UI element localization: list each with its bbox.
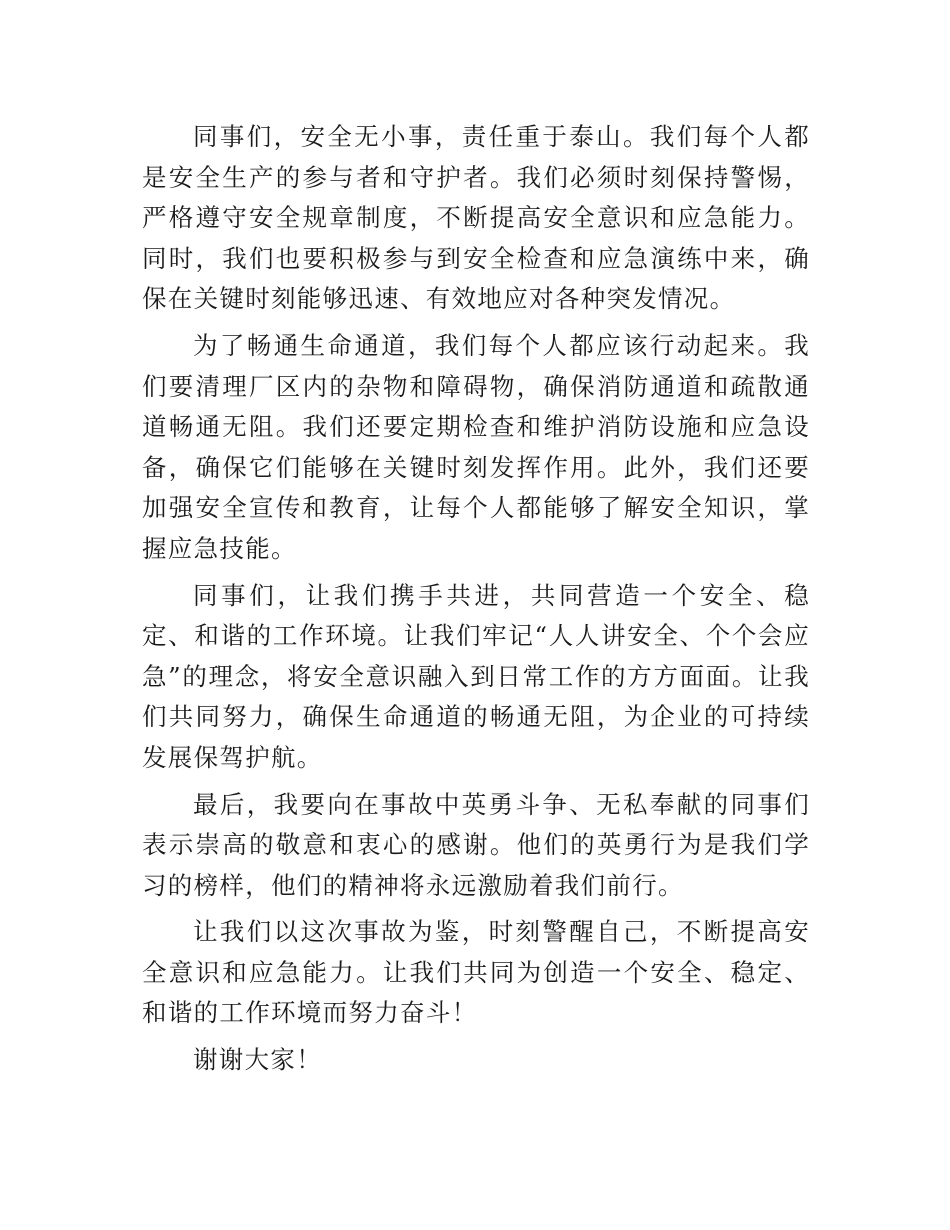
paragraph-clear-life-channels: 为了畅通生命通道，我们每个人都应该行动起来。我们要清理厂区内的杂物和障碍物，确保消防通道和疏散通道畅通无阻。我们还要定期检查和维护消防设施和应急设备，确保它们能够在关键时刻发挥作用。此外，我们还要加强安全宣传和教育，让每个人都能够了解安全知识，掌握应急技能。 [142, 330, 810, 563]
paragraph-lesson-learned: 让我们以这次事故为鉴，时刻警醒自己，不断提高安全意识和应急能力。让我们共同为创造一个安全、稳定、和谐的工作环境而努力奋斗！ [142, 917, 810, 1028]
document-body [142, 117, 810, 1087]
paragraph-gratitude: 最后，我要向在事故中英勇斗争、无私奉献的同事们表示崇高的敬意和衷心的感谢。他们的英勇行为是我们学习的榜样，他们的精神将永远激励着我们前行。 [142, 789, 810, 900]
paragraph-thanks: 谢谢大家！ [193, 1045, 322, 1075]
paragraph-safety-responsibility: 同事们，安全无小事，责任重于泰山。我们每个人都是安全生产的参与者和守护者。我们必须时刻保持警惕，严格遵守安全规章制度，不断提高安全意识和应急能力。同时，我们也要积极参与到安全检查和应急演练中来，确保在关键时刻能够迅速、有效地应对各种突发情况。 [142, 122, 810, 314]
paragraph-work-together: 同事们，让我们携手共进，共同营造一个安全、稳定、和谐的工作环境。让我们牢记“人人讲安全、个个会应急”的理念，将安全意识融入到日常工作的方方面面。让我们共同努力，确保生命通道的畅通无阻，为企业的可持续发展保驾护航。 [142, 580, 810, 772]
